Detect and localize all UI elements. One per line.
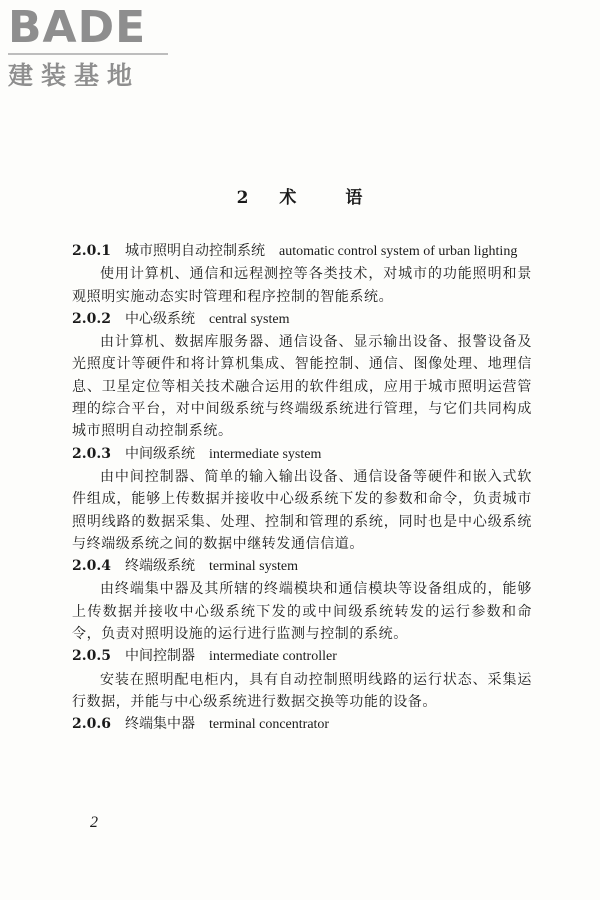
term-chinese: 中间级系统 — [124, 445, 195, 462]
term-heading — [72, 645, 532, 668]
term-number: 2.0.2 — [72, 310, 111, 327]
term-definition: 使用计算机、通信和远程测控等各类技术，对城市的功能照明和景观照明实施动态实时管理和程序控制的智能系统。 — [72, 266, 532, 305]
term-heading — [72, 443, 532, 466]
term-definition: 由终端集中器及其所辖的终端模块和通信模块等设备组成的，能够上传数据并接收中心级系统下发的或中间级系统转发的运行参数和命令，负责对照明设施的运行进行监测与控制的系统。 — [72, 581, 532, 643]
term-number: 2.0.1 — [72, 243, 111, 259]
bade-logo — [8, 4, 178, 91]
term-number: 2.0.4 — [72, 558, 111, 575]
term-heading — [72, 555, 532, 578]
term-english: intermediate system — [208, 446, 322, 462]
term-definition: 由计算机、数据库服务器、通信设备、显示输出设备、报警设备及光照度计等硬件和将计算机集成、智能控制、通信、图像处理、地理信息、卫星定位等相关技术融合运用的软件组成，应用于城市照明运营管理的综合平台，对中间级系统与终端级系统进行管理，与它们共同构成城市照明自动控制系统。 — [72, 334, 532, 440]
chapter-title-char-1: 术 — [279, 188, 298, 208]
term-chinese: 终端级系统 — [124, 558, 195, 575]
chapter-title-char-2: 语 — [345, 188, 364, 208]
logo-wordmark: BADE — [8, 2, 147, 53]
term-chinese: 终端集中器 — [124, 716, 195, 733]
term-number: 2.0.3 — [72, 445, 111, 462]
term-chinese: 中间控制器 — [124, 648, 195, 665]
term-english: intermediate controller — [208, 649, 337, 665]
logo-divider — [8, 53, 168, 55]
term-english: terminal concentrator — [208, 717, 330, 733]
term-number: 2.0.5 — [72, 648, 111, 665]
term-english: terminal system — [208, 559, 299, 575]
term-english: central system — [208, 311, 290, 327]
chapter-number: 2 — [236, 188, 250, 208]
chapter-heading — [0, 183, 600, 208]
term-number: 2.0.6 — [72, 716, 111, 733]
page-number: 2 — [90, 814, 98, 831]
term-heading — [72, 308, 532, 331]
term-heading — [72, 240, 532, 263]
terms-body — [72, 240, 532, 737]
term-english: automatic control system of urban lighting — [278, 244, 518, 259]
term-chinese: 城市照明自动控制系统 — [124, 243, 265, 259]
term-definition: 安装在照明配电柜内，具有自动控制照明线路的运行状态、采集运行数据，并能与中心级系统进行数据交换等功能的设备。 — [72, 671, 532, 710]
term-chinese: 中心级系统 — [124, 310, 195, 327]
term-definition: 由中间控制器、简单的输入输出设备、通信设备等硬件和嵌入式软件组成，能够上传数据并接收中心级系统下发的参数和命令，负责城市照明线路的数据采集、处理、控制和管理的系统，同时也是中心级系统与终端级系统之间的数据中继转发通信信道。 — [72, 468, 532, 552]
logo-subtitle: 建装基地 — [8, 61, 141, 90]
term-heading — [72, 713, 532, 736]
